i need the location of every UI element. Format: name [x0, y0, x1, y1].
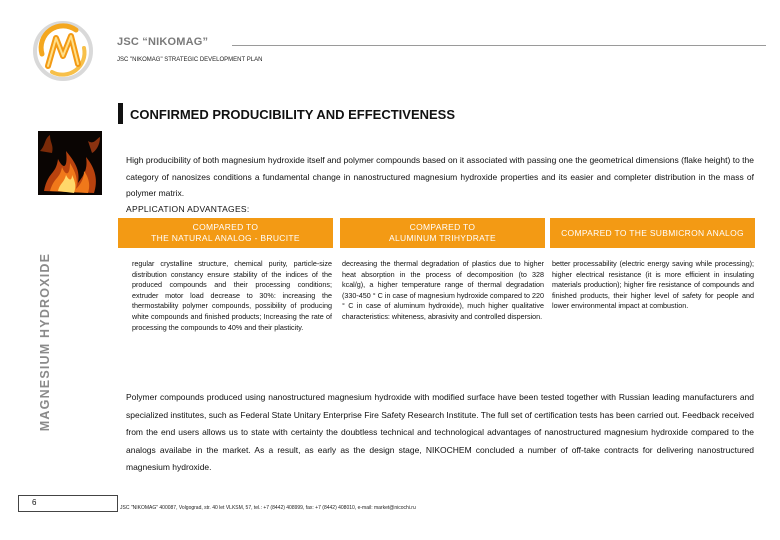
column-text-submicron: better processability (electric energy saving while processing); higher electrical resistance (it is more efficient in insulating materials production); higher fire resistance of compounds and finished products, their higher level of safety for people and lower environmental impact at combustion.	[552, 259, 754, 311]
company-name: JSC “NIKOMAG”	[117, 36, 209, 48]
column-header-line: ALUMINUM TRIHYDRATE	[389, 233, 496, 243]
column-header-line: COMPARED TO THE SUBMICRON ANALOG	[561, 227, 744, 238]
page-number: 6	[32, 498, 37, 507]
advantages-label: APPLICATION ADVANTAGES:	[126, 204, 250, 214]
column-header-line: THE NATURAL ANALOG - BRUCITE	[151, 233, 300, 243]
header-rule	[232, 45, 766, 46]
section-title: CONFIRMED PRODUCIBILITY AND EFFECTIVENESS	[130, 107, 456, 122]
outro-paragraph: Polymer compounds produced using nanostructured magnesium hydroxide with modified surface have been tested together with Russian leading manufacturers and specialized institutes, such as Federal State Unitary Enterprise Fire Safety Research Institute. The full set of certification tests has been carried out. Feedback received from the end users allows us to state with certainty the doubtless technical and technological advantages of nanostructured magnesium hydroxide compared to the analogs availabe in the market. As a result, as early as the design stage, NIKOCHEM concluded a number of off-take contracts for delivering nanostructured magnesium hydroxide.	[126, 392, 754, 472]
column-header-line: COMPARED TO	[409, 222, 476, 232]
intro-paragraph: High producibility of both magnesium hydroxide itself and polymer compounds based on it associated with passing one the geometrical dimensions (flake height) to the category of nanosizes conditions a fundamental change in nanostructured magnesium hydroxide properties and its easier and completer distribution in the mass of polymer matrix.	[126, 155, 754, 198]
column-header-line: COMPARED TO	[192, 222, 259, 232]
heading-marker-bar	[118, 103, 123, 124]
column-text-brucite: regular crystalline structure, chemical purity, particle-size distribution constancy ensure stability of the indices of the produced compounds and their processing conditions; extruder motor load decrease to 30%: increasing the thermostability polymer compounds, possibility of producing white compounds and finished products; Increasing the rate of processing the compounds to 40% and their plasticity.	[132, 259, 332, 332]
column-header-aluminum	[340, 218, 545, 248]
document-subtitle: JSC "NIKOMAG" STRATEGIC DEVELOPMENT PLAN	[117, 57, 263, 63]
column-header-brucite	[118, 218, 333, 248]
company-logo	[30, 18, 96, 84]
fire-image	[38, 131, 102, 195]
column-header-submicron	[550, 218, 755, 248]
column-text-aluminum: decreasing the thermal degradation of plastics due to higher heat absorption in the process of decomposition (to 328 kcal/g), a higher temperature range of thermal degradation (330-450 ° C in case of magnesium hydroxide compared to 220 ° C in case of aluminum hydroxide), much higher qualitative characteristics: whiteness, abrasivity and controlled dispersion.	[342, 259, 544, 321]
side-vertical-label: MAGNESIUM HYDROXIDE	[38, 252, 52, 432]
footer-contact: JSC "NIKOMAG" 400087, Volgograd, str. 40 let VLKSM, 57, tel.: +7 (8442) 408999, fax: +7 (8442) 408010, e-mail: market@nicochi.ru	[120, 505, 416, 511]
